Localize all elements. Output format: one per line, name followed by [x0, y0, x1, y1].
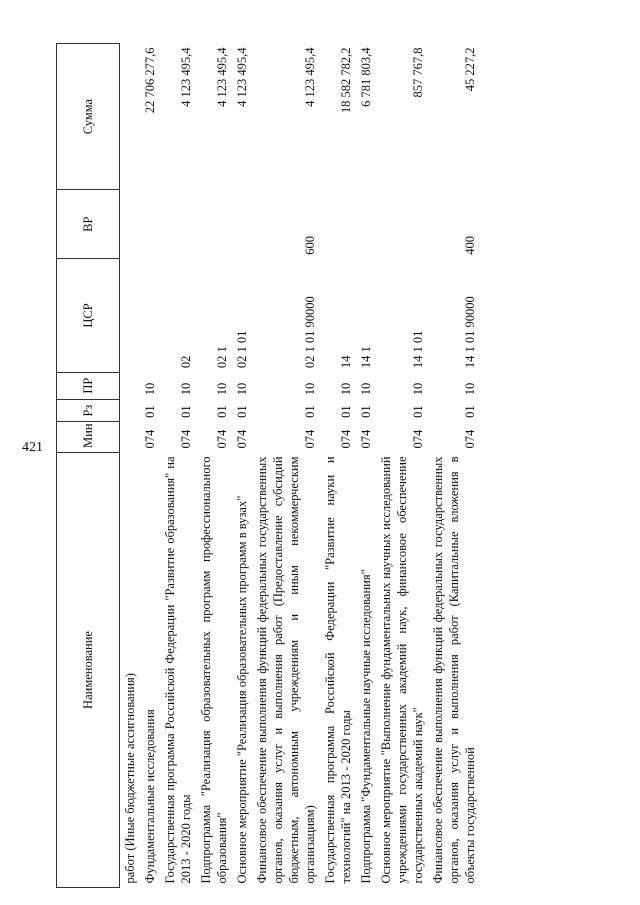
cell-vr — [356, 190, 376, 259]
cell-sum: 45 227,2 — [463, 47, 477, 92]
cell-csr: 02 1 01 — [235, 330, 249, 369]
cell-csr: 14 — [339, 355, 353, 369]
cell-rz: 01 — [215, 405, 229, 418]
header-name: Наименование — [57, 452, 120, 887]
cell-name: Финансовое обеспечение выполнения функций федеральных государственных органов, оказания услуг и выполнения работ (Капитальные вложения в объекты государственной — [431, 456, 477, 884]
cell-pr: 10 — [143, 382, 157, 396]
header-min: Мин — [57, 422, 120, 453]
cell-name: Государственная программа Российской Федерации "Развитие образования" на 2013 - 2020 годы — [163, 456, 193, 884]
cell-csr — [120, 259, 141, 372]
header-csr: ЦСР — [57, 259, 120, 372]
cell-name: Фундаментальные исследования — [143, 709, 157, 884]
rotated-table-container — [56, 43, 579, 888]
cell-name: Государственная программа Российской Федерации "Развитие науки и технологий" на 2013 - 2020 годы — [323, 456, 353, 884]
cell-sum: 4 123 495,4 — [235, 47, 249, 107]
table-row — [356, 44, 376, 888]
page-number: 421 — [22, 440, 43, 455]
cell-name: Основное мероприятие "Реализация образовательных программ в вузах" — [235, 495, 249, 884]
cell-min: 074 — [215, 429, 229, 449]
cell-rz: 01 — [303, 405, 317, 418]
cell-rz: 01 — [463, 405, 477, 418]
cell-pr: 10 — [359, 382, 373, 396]
cell-vr — [196, 190, 232, 259]
cell-rz: 01 — [359, 405, 373, 418]
cell-pr: 10 — [303, 382, 317, 396]
header-vr: ВР — [57, 190, 120, 259]
cell-rz: 01 — [411, 405, 425, 418]
cell-name: Подпрограмма "Фундаментальные научные исследования" — [359, 569, 373, 884]
cell-sum: 4 123 495,4 — [215, 47, 229, 107]
table-body — [120, 44, 481, 888]
cell-sum: 4 123 495,4 — [303, 47, 317, 107]
cell-vr — [120, 190, 141, 259]
cell-csr: 02 1 01 90000 — [303, 296, 317, 369]
cell-name: работ (Иные бюджетные ассигнования) — [123, 673, 137, 884]
cell-min: 074 — [339, 429, 353, 449]
cell-min: 074 — [235, 429, 249, 449]
cell-vr — [232, 190, 252, 259]
cell-csr: 02 1 — [215, 346, 229, 369]
cell-vr — [140, 190, 160, 259]
cell-csr — [140, 259, 160, 372]
cell-pr: 10 — [339, 382, 353, 396]
table-row — [160, 44, 196, 888]
cell-pr: 10 — [411, 382, 425, 396]
table-row — [428, 44, 480, 888]
cell-min: 074 — [143, 429, 157, 449]
table-row — [140, 44, 160, 888]
cell-vr — [376, 190, 428, 259]
cell-csr: 14 1 — [359, 346, 373, 369]
cell-rz — [120, 399, 141, 422]
cell-sum: 4 123 495,4 — [179, 47, 193, 107]
cell-sum: 6 781 803,4 — [359, 47, 373, 107]
cell-min: 074 — [359, 429, 373, 449]
cell-rz: 01 — [235, 405, 249, 418]
cell-csr: 14 1 01 — [411, 330, 425, 369]
cell-pr: 10 — [235, 382, 249, 396]
header-sum: Сумма — [57, 44, 120, 190]
cell-sum: 18 582 782,2 — [339, 47, 353, 114]
header-rz: Рз — [57, 399, 120, 422]
table-row — [320, 44, 356, 888]
cell-pr: 10 — [179, 382, 193, 396]
cell-csr: 02 — [179, 355, 193, 369]
cell-min — [120, 422, 141, 453]
cell-min: 074 — [303, 429, 317, 449]
cell-rz: 01 — [143, 405, 157, 418]
cell-vr: 600 — [303, 236, 317, 255]
cell-name: Основное мероприятие "Выполнение фундаментальных научных исследований учреждениями государственных академий наук, финансовое обеспечение государственных академий наук" — [379, 456, 425, 884]
cell-min: 074 — [463, 429, 477, 449]
header-pr: ПР — [57, 372, 120, 399]
cell-name: Подпрограмма "Реализация образовательных программ профессионального образования" — [199, 456, 229, 884]
cell-min: 074 — [179, 429, 193, 449]
table-row — [376, 44, 428, 888]
cell-sum — [120, 44, 141, 190]
cell-pr: 10 — [215, 382, 229, 396]
cell-min: 074 — [411, 429, 425, 449]
cell-sum: 22 706 277,6 — [143, 47, 157, 114]
cell-rz: 01 — [179, 405, 193, 418]
cell-csr: 14 1 01 90000 — [463, 296, 477, 369]
cell-vr — [320, 190, 356, 259]
cell-vr: 400 — [463, 236, 477, 255]
budget-table — [56, 43, 480, 888]
table-row — [120, 44, 141, 888]
table-row — [252, 44, 320, 888]
cell-rz: 01 — [339, 405, 353, 418]
table-header — [57, 44, 120, 888]
cell-pr — [120, 372, 141, 399]
cell-sum: 857 767,8 — [411, 47, 425, 98]
cell-name: Финансовое обеспечение выполнения функций федеральных государственных органов, оказания услуг и выполнения работ (Предоставление субсидий бюджетным, автономным учреждениям и иным некоммерческим организациям) — [255, 456, 317, 884]
cell-vr — [160, 190, 196, 259]
table-row — [232, 44, 252, 888]
table-row — [196, 44, 232, 888]
cell-pr: 10 — [463, 382, 477, 396]
